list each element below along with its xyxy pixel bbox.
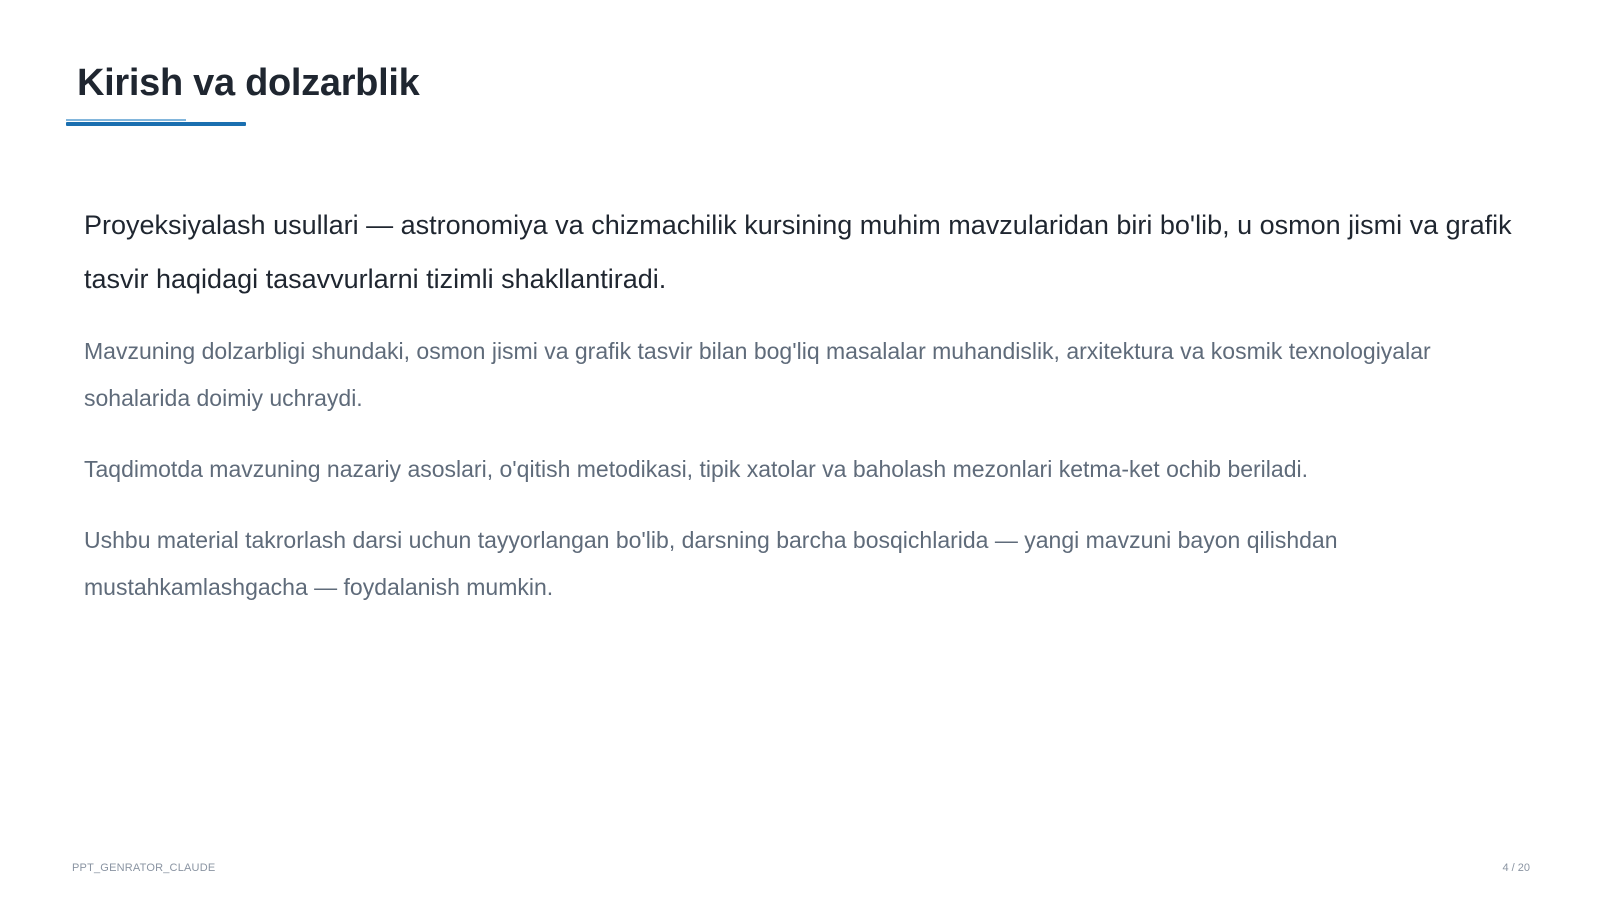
body-paragraph: Taqdimotda mavzuning nazariy asoslari, o'qitish metodikasi, tipik xatolar va baholash mezonlari ketma-ket ochib beriladi.	[84, 456, 1308, 482]
title-underline-thin	[66, 119, 186, 121]
footer-brand: PPT_GENRATOR_CLAUDE	[72, 862, 216, 874]
slide-content	[84, 198, 1524, 635]
body-paragraph: Mavzuning dolzarbligi shundaki, osmon jismi va grafik tasvir bilan bog'liq masalalar muhandislik, arxitektura va kosmik texnologiyalar sohalarida doimiy uchraydi.	[84, 338, 1431, 411]
title-underline	[66, 122, 246, 126]
body-paragraph: Ushbu material takrorlash darsi uchun tayyorlangan bo'lib, darsning barcha bosqichlarida — yangi mavzuni bayon qilishdan mustahkamlashgacha — foydalanish mumkin.	[84, 527, 1338, 600]
slide-title: Kirish va dolzarblik	[77, 62, 420, 104]
lead-paragraph: Proyeksiyalash usullari — astronomiya va chizmachilik kursining muhim mavzularidan biri bo'lib, u osmon jismi va grafik tasvir haqidagi tasavvurlarni tizimli shakllantiradi.	[84, 210, 1512, 294]
page-number: 4 / 20	[1502, 862, 1530, 874]
